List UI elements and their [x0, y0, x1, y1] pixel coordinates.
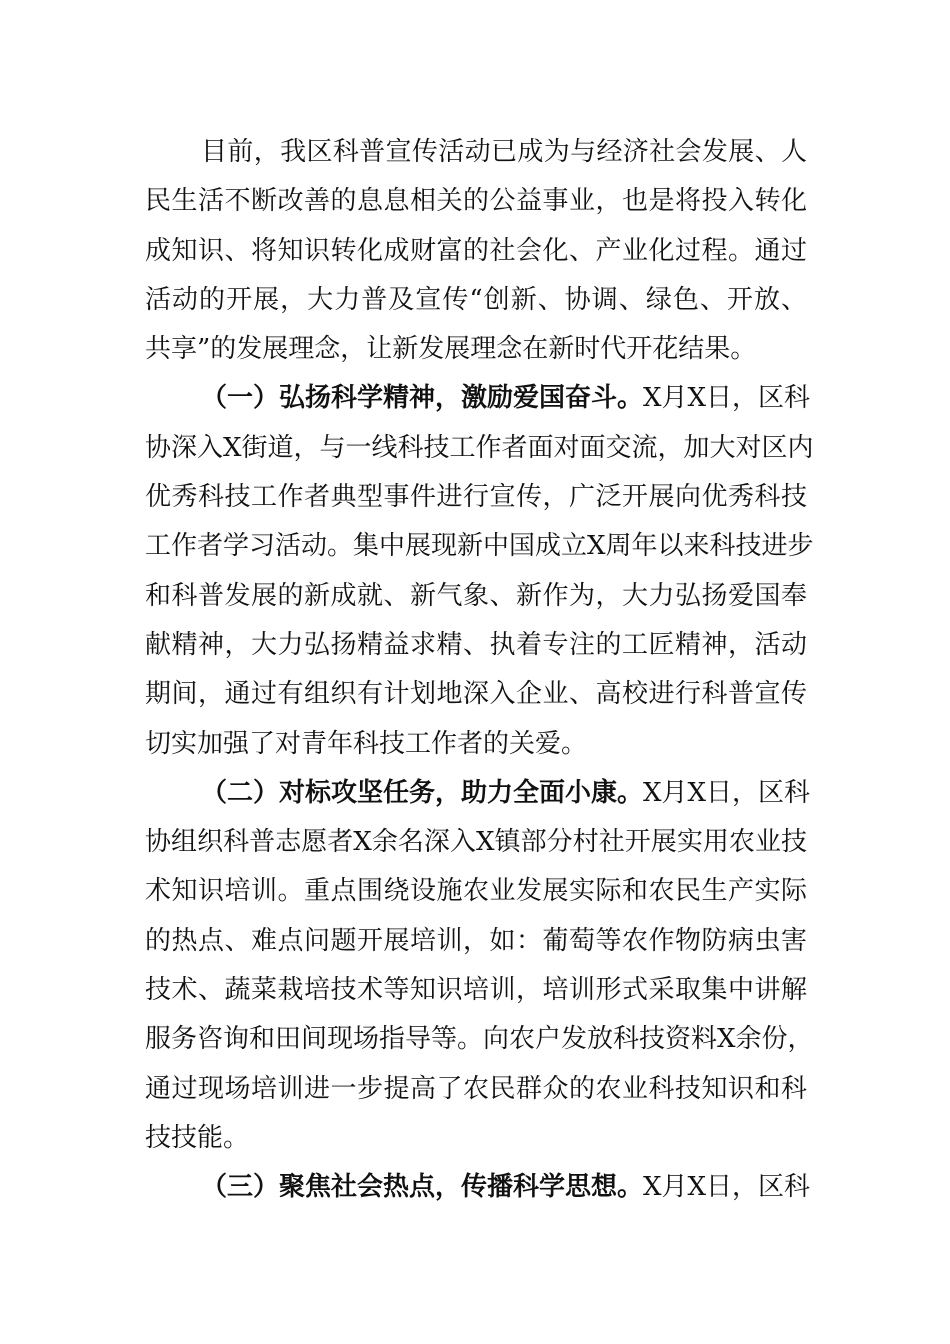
section2-first-rest: X月X日，区科: [643, 777, 811, 808]
section1-line: 优秀科技工作者典型事件进行宣传，广泛开展向优秀科技: [145, 482, 807, 513]
section3-first-rest: X月X日，区科: [643, 1172, 811, 1203]
section1-line: 献精神，大力弘扬精益求精、执着专注的工匠精神，活动: [145, 629, 807, 660]
section1-line: 协深入X街道，与一线科技工作者面对面交流，加大对区内: [145, 432, 814, 463]
section2-first-line: [145, 769, 811, 818]
section3-first-line: [145, 1163, 811, 1212]
section2-line: 术知识培训。重点围绕设施农业发展实际和农民生产实际: [145, 876, 807, 907]
section2-line: 技术、蔬菜栽培技术等知识培训，培训形式采取集中讲解: [145, 975, 807, 1006]
section2-line: 协组织科普志愿者X余名深入X镇部分村社开展实用农业技: [145, 827, 807, 858]
section1-line: 期间，通过有组织有计划地深入企业、高校进行科普宣传: [145, 679, 807, 710]
section1-first-rest: X月X日，区科: [643, 383, 811, 414]
intro-line: 共享”的发展理念，让新发展理念在新时代开花结果。: [145, 334, 757, 365]
section3-heading: （三）聚焦社会热点，传播科学思想。: [201, 1172, 644, 1203]
section1-line: 工作者学习活动。集中展现新中国成立X周年以来科技进步: [145, 531, 814, 562]
section2-heading: （二）对标攻坚任务，助力全面小康。: [201, 777, 644, 808]
section1-line: 和科普发展的新成就、新气象、新作为，大力弘扬爱国奉: [145, 580, 807, 611]
intro-line: 活动的开展，大力普及宣传“创新、协调、绿色、开放、: [145, 284, 807, 315]
document-page: [145, 128, 814, 1213]
section1-line: 切实加强了对青年科技工作者的关爱。: [145, 728, 588, 759]
intro-line: 目前，我区科普宣传活动已成为与经济社会发展、人: [201, 137, 807, 167]
section2-line: 通过现场培训进一步提高了农民群众的农业科技知识和科: [145, 1073, 807, 1104]
intro-line: 民生活不断改善的息息相关的公益事业，也是将投入转化: [145, 186, 807, 217]
intro-line: 成知识、将知识转化成财富的社会化、产业化过程。通过: [145, 235, 807, 266]
section2-line: 技技能。: [145, 1122, 250, 1153]
section1-first-line: [145, 374, 811, 423]
section1-heading: （一）弘扬科学精神，激励爱国奋斗。: [201, 383, 644, 414]
section2-line: 服务咨询和田间现场指导等。向农户发放科技资料X余份，: [145, 1024, 814, 1055]
section2-line: 的热点、难点问题开展培训，如：葡萄等农作物防病虫害: [145, 925, 807, 956]
